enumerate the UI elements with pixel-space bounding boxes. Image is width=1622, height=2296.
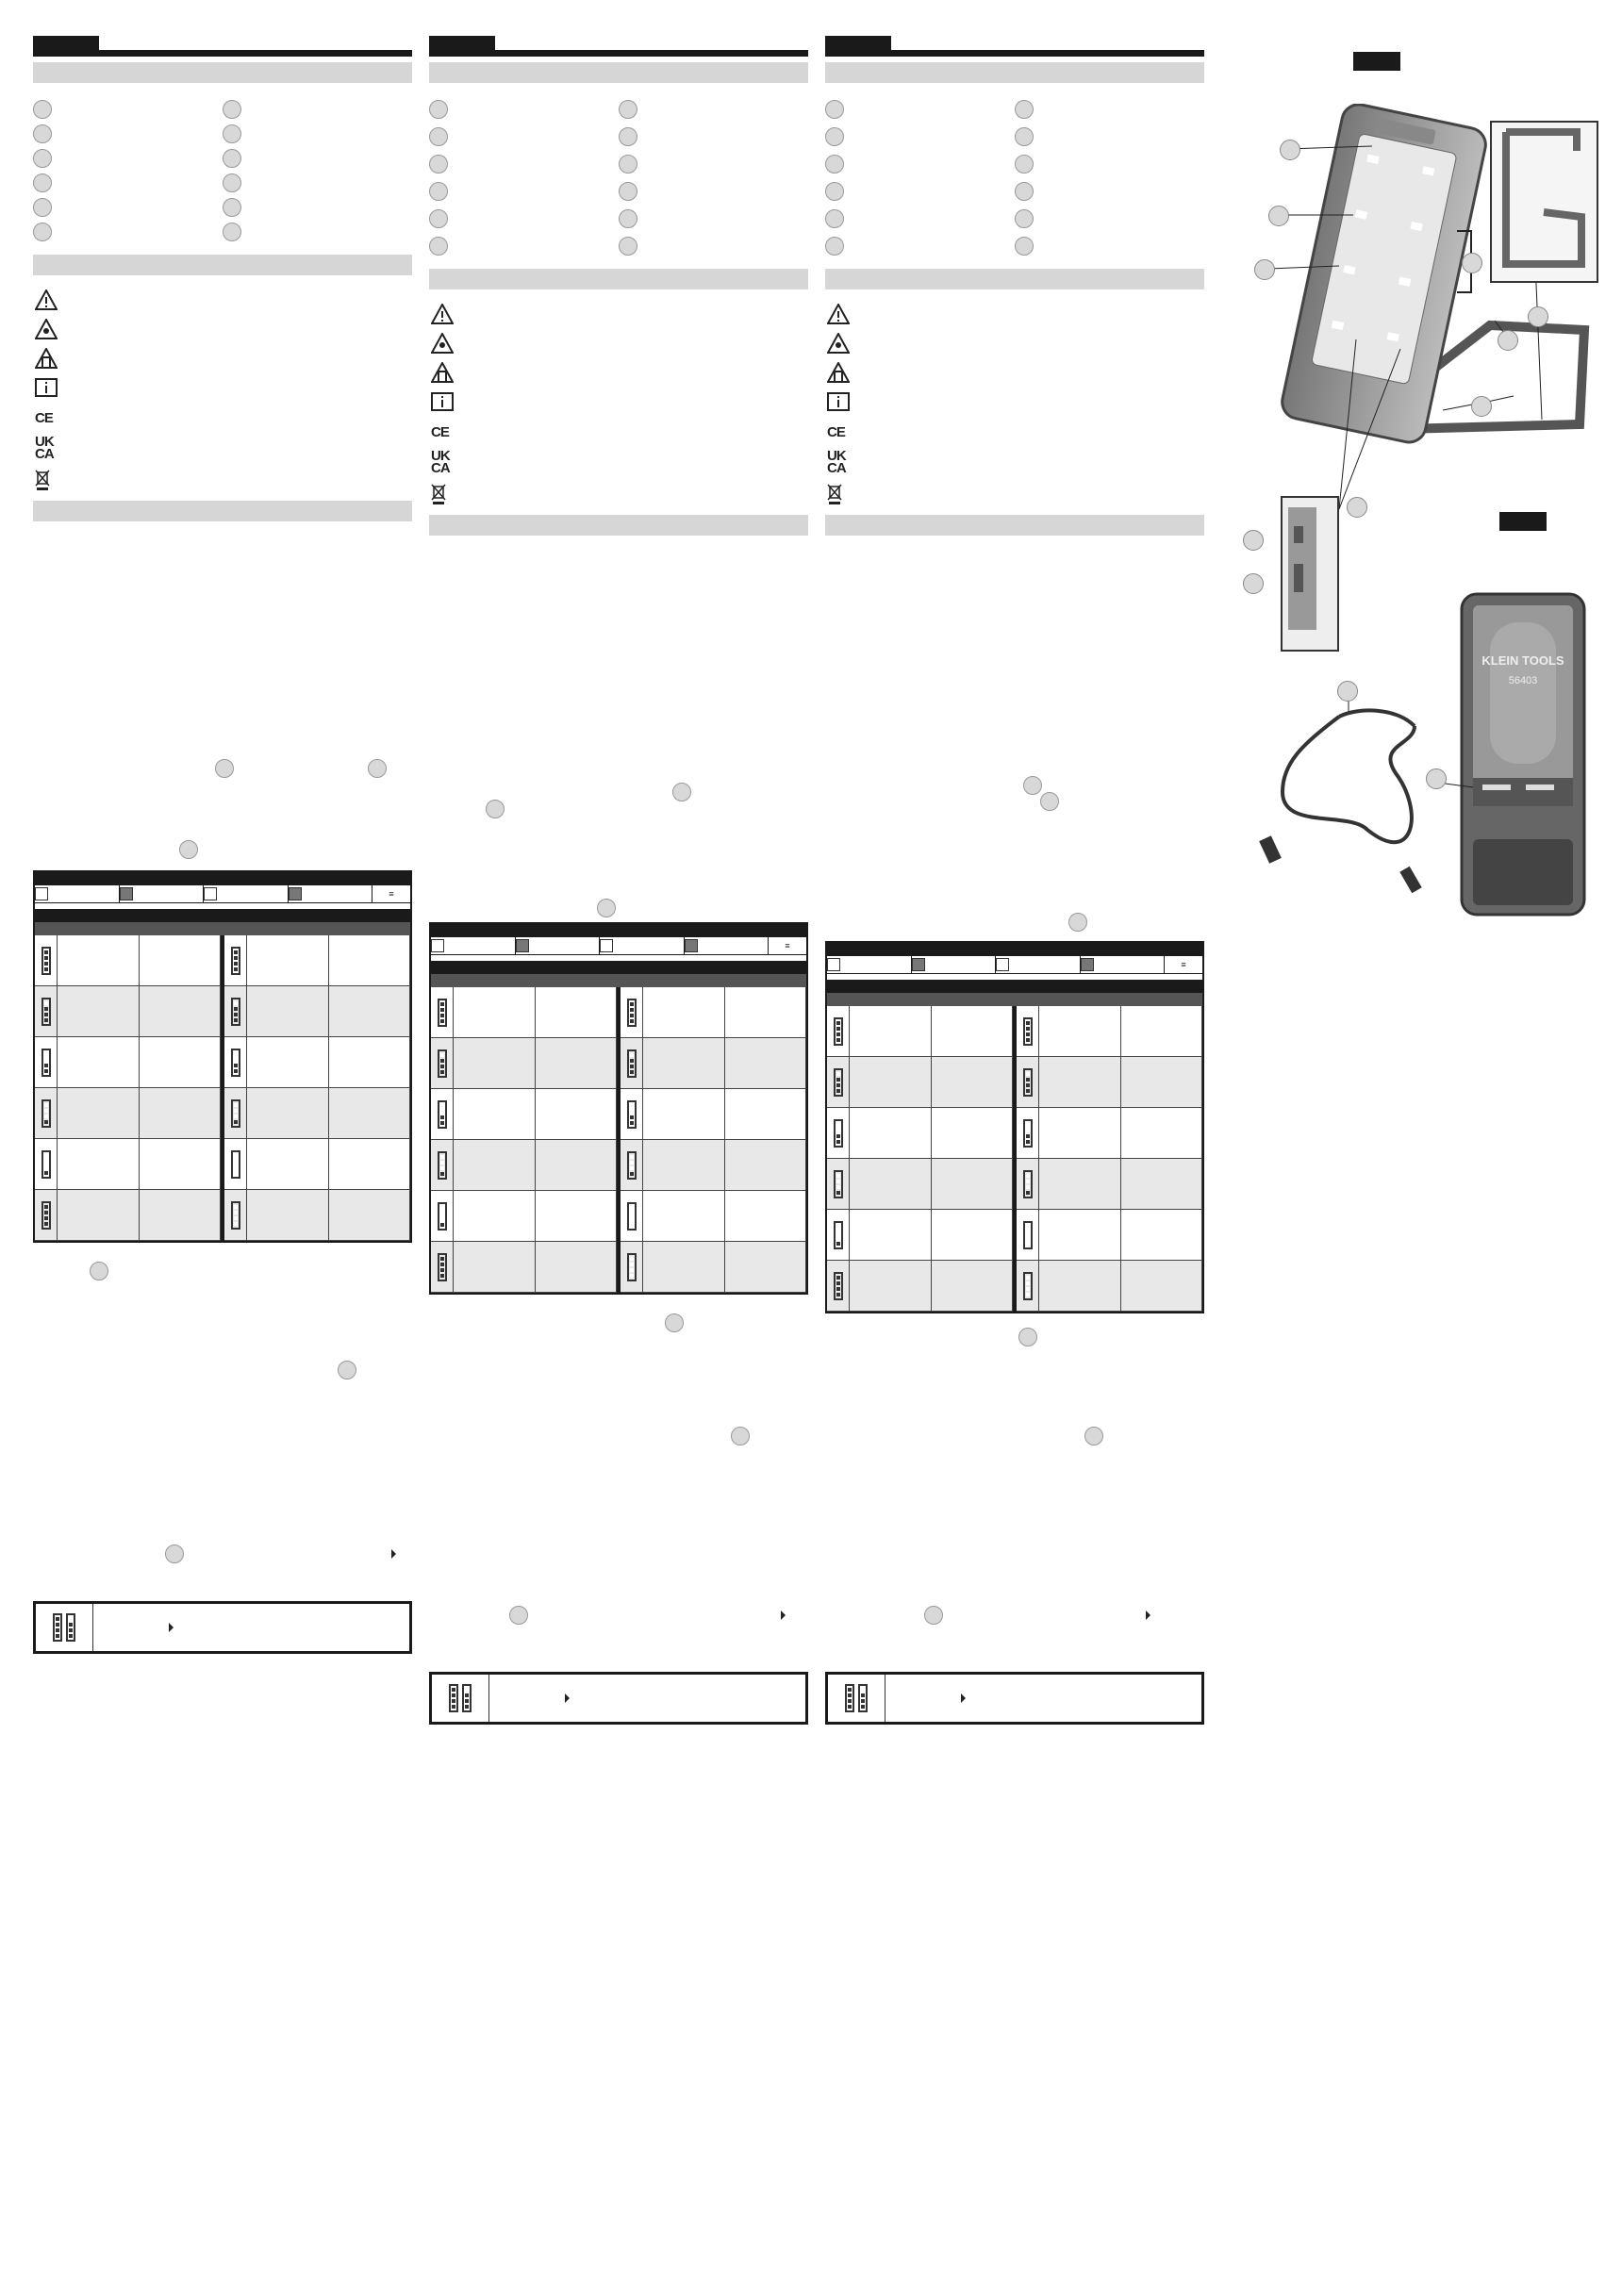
callout-circle <box>429 209 448 228</box>
blink-icon: ≡ <box>785 941 790 950</box>
callout-circle <box>597 899 616 917</box>
battery-status-table <box>33 870 412 1243</box>
callout-9 <box>1243 530 1264 551</box>
arrow-icon <box>781 1611 786 1620</box>
battery-status-table <box>429 922 808 1295</box>
callout-6 <box>1528 306 1548 327</box>
language-tab <box>825 32 1204 57</box>
feature-list <box>33 100 412 241</box>
callout-circle <box>33 223 52 241</box>
ce-mark: CE <box>827 423 845 440</box>
eye-hazard-icon <box>827 333 850 354</box>
callout-circle <box>1015 127 1034 146</box>
eye-hazard-icon <box>431 333 454 354</box>
instruction-text-area <box>825 536 1204 932</box>
callout-circle <box>509 1606 528 1625</box>
callout-circle <box>429 182 448 201</box>
instruction-text-area <box>33 521 412 861</box>
no-stare-icon <box>35 348 58 369</box>
callout-circle <box>825 127 844 146</box>
callout-circle <box>825 209 844 228</box>
language-column-2 <box>429 32 808 1725</box>
callout-circle <box>1068 913 1087 932</box>
ca-mark: CA <box>35 446 54 462</box>
callout-8 <box>1347 497 1367 518</box>
eye-hazard-icon <box>35 319 58 339</box>
callout-circle <box>1018 1328 1037 1346</box>
arrow-icon <box>1146 1611 1150 1620</box>
callout-circle <box>1015 237 1034 256</box>
callout-circle <box>223 124 241 143</box>
figure-1-label <box>1353 52 1400 71</box>
callout-12 <box>1426 768 1447 789</box>
callout-circle <box>33 124 52 143</box>
symbol-list <box>35 289 412 491</box>
instruction-text-area <box>825 1313 1204 1672</box>
callout-circle <box>33 100 52 119</box>
callout-circle <box>924 1606 943 1625</box>
callout-circle <box>665 1313 684 1332</box>
callout-11 <box>1337 681 1358 702</box>
symbol-list <box>827 303 1204 505</box>
language-column-3 <box>825 32 1204 1725</box>
section-header-bar <box>429 62 808 83</box>
warning-icon <box>35 289 58 310</box>
weee-bin-icon <box>35 470 50 490</box>
callout-circle <box>619 209 637 228</box>
arrow-icon <box>961 1693 966 1703</box>
ce-mark: CE <box>431 423 449 440</box>
note-box <box>33 1601 412 1654</box>
callout-circle <box>223 198 241 217</box>
callout-circle <box>368 759 387 778</box>
callout-circle <box>223 100 241 119</box>
callout-circle <box>1015 182 1034 201</box>
callout-circle <box>619 237 637 256</box>
weee-bin-icon <box>431 484 446 504</box>
callout-circle <box>215 759 234 778</box>
ca-mark: CA <box>827 460 846 476</box>
callout-circle <box>1084 1427 1103 1445</box>
section-header-bar <box>429 269 808 289</box>
manual-info-icon <box>827 392 850 411</box>
work-light-figure-2 <box>1226 585 1603 924</box>
callout-circle <box>1023 776 1042 795</box>
section-header-bar <box>33 62 412 83</box>
callout-4 <box>1462 253 1482 273</box>
callout-circle <box>825 100 844 119</box>
manual-info-icon <box>431 392 454 411</box>
device-model: 56403 <box>1508 675 1538 686</box>
callout-circle <box>429 100 448 119</box>
section-header-bar <box>825 515 1204 536</box>
callout-circle <box>223 149 241 168</box>
battery-status-table <box>825 941 1204 1313</box>
callout-circle <box>1040 792 1059 811</box>
callout-circle <box>1015 100 1034 119</box>
ca-mark: CA <box>431 460 450 476</box>
note-box <box>429 1672 808 1725</box>
uk-mark: UK <box>827 448 846 464</box>
instruction-text-area <box>429 1295 808 1672</box>
callout-circle <box>165 1544 184 1563</box>
callout-circle <box>619 155 637 173</box>
callout-circle <box>223 173 241 192</box>
feature-list <box>825 100 1204 256</box>
callout-circle <box>179 840 198 859</box>
note-box <box>825 1672 1204 1725</box>
language-tab <box>33 32 412 57</box>
manual-info-icon <box>35 378 58 397</box>
figure-2-label <box>1499 512 1547 531</box>
section-header-bar <box>825 62 1204 83</box>
uk-mark: UK <box>35 434 54 450</box>
callout-circle <box>619 182 637 201</box>
callout-circle <box>33 198 52 217</box>
callout-circle <box>223 223 241 241</box>
callout-circle <box>619 100 637 119</box>
callout-circle <box>429 127 448 146</box>
warning-icon <box>827 304 850 324</box>
section-header-bar <box>33 501 412 521</box>
callout-circle <box>825 237 844 256</box>
device-brand: KLEIN TOOLS <box>1481 653 1564 668</box>
callout-circle <box>825 182 844 201</box>
callout-circle <box>1015 209 1034 228</box>
arrow-icon <box>391 1549 396 1559</box>
callout-2 <box>1268 206 1289 226</box>
callout-5 <box>1498 330 1518 351</box>
callout-3 <box>1254 259 1275 280</box>
callout-1 <box>1280 140 1300 160</box>
section-header-bar <box>33 255 412 275</box>
callout-circle <box>825 155 844 173</box>
section-header-bar <box>429 515 808 536</box>
arrow-icon <box>565 1693 570 1703</box>
callout-circle <box>33 149 52 168</box>
warning-icon <box>431 304 454 324</box>
callout-7 <box>1471 396 1492 417</box>
arrow-icon <box>169 1623 174 1632</box>
callout-circle <box>429 237 448 256</box>
callout-circle <box>731 1427 750 1445</box>
no-stare-icon <box>827 362 850 383</box>
blink-icon: ≡ <box>1181 960 1186 969</box>
instruction-text-area <box>429 536 808 913</box>
language-tab <box>429 32 808 57</box>
ce-mark: CE <box>35 409 53 426</box>
weee-bin-icon <box>827 484 842 504</box>
language-column-1 <box>33 32 412 1654</box>
callout-circle <box>486 800 505 818</box>
blink-icon: ≡ <box>389 889 394 899</box>
kickstand-inset <box>1490 121 1598 283</box>
instruction-text-area <box>33 1243 412 1601</box>
callout-circle <box>1015 155 1034 173</box>
symbol-list <box>431 303 808 505</box>
no-stare-icon <box>431 362 454 383</box>
callout-circle <box>338 1361 356 1379</box>
section-header-bar <box>825 269 1204 289</box>
callout-circle <box>619 127 637 146</box>
callout-circle <box>429 155 448 173</box>
uk-mark: UK <box>431 448 450 464</box>
callout-circle <box>90 1262 108 1280</box>
callout-circle <box>672 783 691 801</box>
callout-circle <box>33 173 52 192</box>
feature-list <box>429 100 808 256</box>
